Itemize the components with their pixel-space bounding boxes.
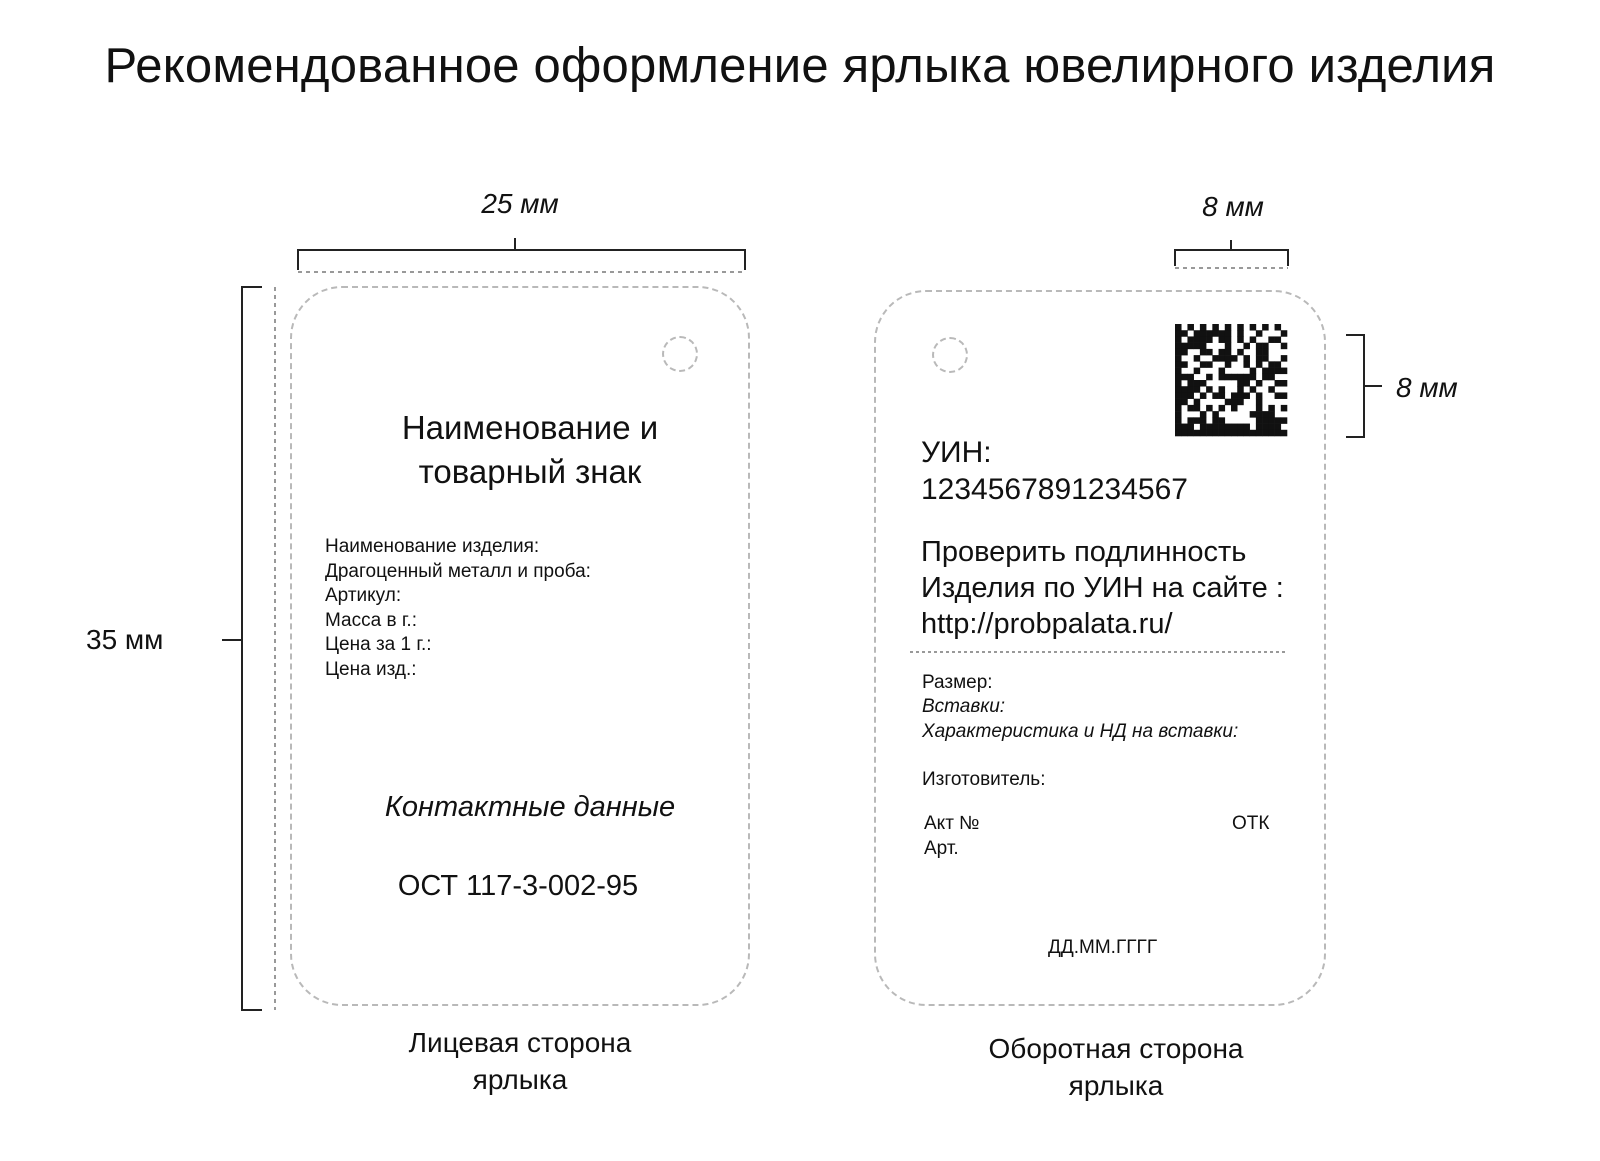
verify-url: http://probpalata.ru/ [921, 608, 1173, 640]
back-caption-line-2: ярлыка [1068, 1070, 1164, 1101]
uin-label: УИН: [921, 436, 992, 469]
verify-line-1: Проверить подлинность [921, 536, 1247, 568]
field-item-price: Цена изд.: [325, 658, 417, 680]
verify-block [921, 534, 1284, 642]
field-metal-fineness: Драгоценный металл и проба: [325, 560, 591, 582]
code-height-label: 8 мм [1396, 372, 1458, 403]
brand-line-2: товарный знак [418, 453, 642, 490]
qc-label: ОТК [1232, 813, 1270, 834]
front-caption-line-1: Лицевая сторона [408, 1027, 632, 1058]
uin-value: 1234567891234567 [921, 473, 1188, 506]
field-mass: Масса в г.: [325, 609, 417, 631]
page-title: Рекомендованное оформление ярлыка ювелирного изделия [104, 39, 1496, 93]
manufacturer-label: Изготовитель: [922, 769, 1046, 790]
back-caption [966, 1030, 1266, 1104]
inserts-spec-label: Характеристика и НД на вставки: [922, 721, 1239, 742]
code-width-label: 8 мм [1202, 191, 1264, 222]
front-caption-line-2: ярлыка [472, 1064, 568, 1095]
front-height-label: 35 мм [86, 624, 164, 655]
inserts-label: Вставки: [922, 696, 1006, 717]
date-placeholder: ДД.ММ.ГГГГ [1048, 937, 1158, 958]
field-price-per-gram: Цена за 1 г.: [325, 634, 432, 655]
back-caption-line-1: Оборотная сторона [988, 1033, 1244, 1064]
front-width-label: 25 мм [481, 188, 559, 219]
front-contacts: Контактные данные [384, 791, 676, 823]
field-product-name: Наименование изделия: [325, 536, 540, 557]
field-article: Артикул: [325, 585, 402, 606]
size-label: Размер: [922, 672, 993, 693]
brand-line-1: Наименование и [401, 409, 659, 446]
verify-line-2: Изделия по УИН на сайте : [921, 572, 1284, 604]
front-standard: ОСТ 117-3-002-95 [397, 870, 639, 902]
act-label: Акт № [924, 813, 980, 834]
art-label: Арт. [924, 838, 959, 859]
